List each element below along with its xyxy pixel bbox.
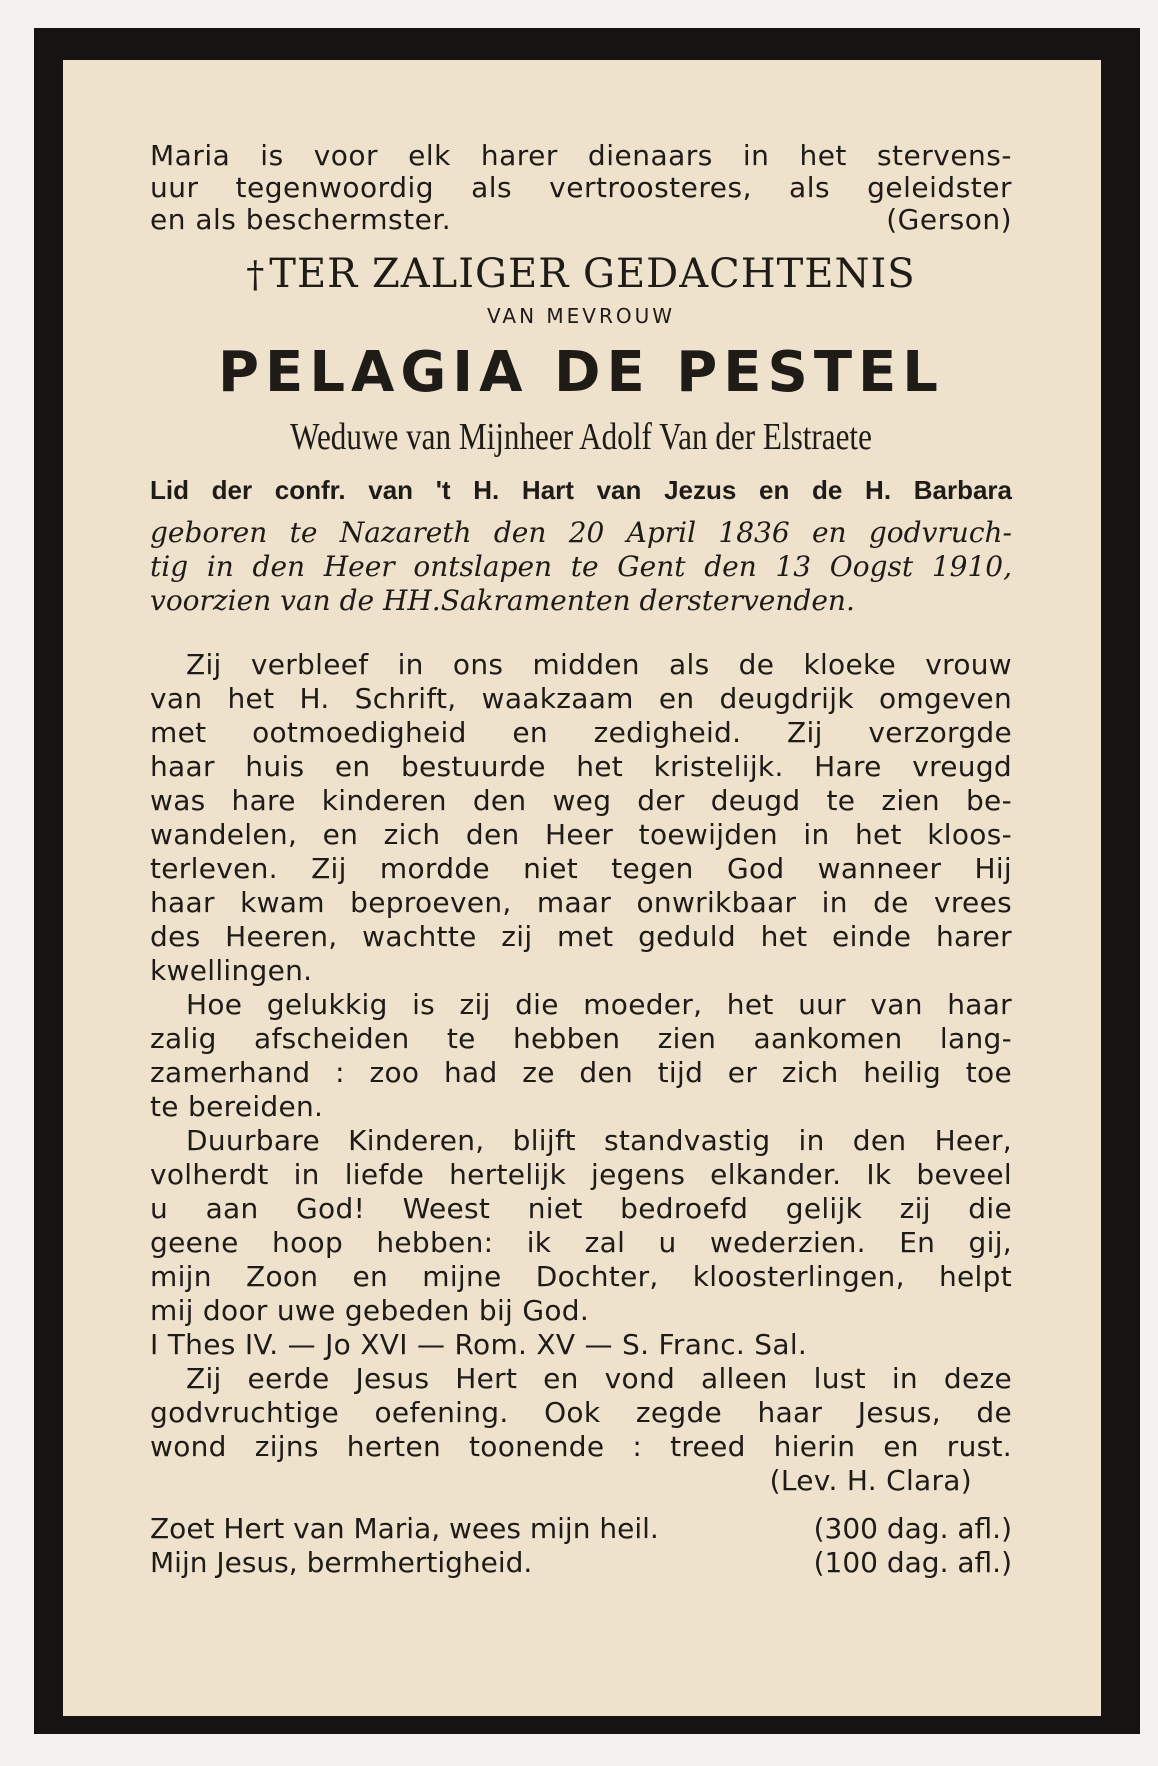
text-line: zamerhand : zoo had ze den tijd er zich heilig toe (150, 1056, 1012, 1089)
text-line: Hoe gelukkig is zij die moeder, het uur van haar (186, 988, 1012, 1021)
intro-source: (Gerson) (886, 203, 1012, 236)
birth-death-line: geboren te Nazareth den 20 April 1836 en godvruch- (150, 516, 1012, 549)
quote-source: (Lev. H. Clara) (769, 1464, 972, 1497)
text-line: met ootmoedigheid en zedigheid. Zij verzorgde (150, 716, 1012, 749)
text-line: wond zijns herten toonende : treed hierin en rust. (150, 1430, 1012, 1463)
text-line: Zij eerde Jesus Hert en vond alleen lust in deze (186, 1362, 1012, 1395)
paragraph-4 (150, 1362, 1012, 1498)
text-line: kwellingen. (150, 954, 313, 987)
prayer-indulgence: (300 dag. afl.) (813, 1512, 1012, 1545)
text-line: mij door uwe gebeden bij God. (150, 1294, 590, 1327)
scripture-references: I Thes IV. — Jo XVI — Rom. XV — S. Franc. Sal. (150, 1328, 808, 1361)
text-line: des Heeren, wachtte zij met geduld het einde harer (150, 920, 1012, 953)
text-line: terleven. Zij mordde niet tegen God wanneer Hij (150, 852, 1012, 885)
deceased-name: PELAGIA DE PESTEL (218, 340, 944, 405)
paragraph-2 (150, 988, 1012, 1124)
birth-death-line: voorzien van de HH.Sakramenten derstervenden. (150, 584, 855, 617)
text-line: geene hoop hebben: ik zal u wederzien. En gij, (150, 1226, 1012, 1259)
prayer-text: Zoet Hert van Maria, wees mijn heil. (150, 1512, 659, 1545)
text-line: Duurbare Kinderen, blijft standvastig in den Heer, (186, 1124, 1012, 1157)
intro-last-line (150, 204, 1012, 236)
paragraph-1 (150, 648, 1012, 988)
birth-death-line: tig in den Heer ontslapen te Gent den 13 Oogst 1910, (150, 550, 1012, 583)
text-line: van het H. Schrift, waakzaam en deugdrijk omgeven (150, 682, 1012, 715)
prayers (150, 1512, 1012, 1580)
widow-line: Weduwe van Mijnheer Adolf Van der Elstraete (290, 416, 872, 458)
card-content (150, 140, 1012, 1580)
text-line: te bereiden. (150, 1090, 324, 1123)
prayer-text: Mijn Jesus, bermhertigheid. (150, 1546, 533, 1579)
cross-icon: † (246, 255, 266, 296)
text-line: haar huis en bestuurde het kristelijk. Hare vreugd (150, 750, 1012, 783)
prayer-row (150, 1512, 1012, 1546)
intro-line: Maria is voor elk harer dienaars in het stervens- (150, 139, 1012, 172)
text-line: u aan God! Weest niet bedroefd gelijk zij die (150, 1192, 1012, 1225)
birth-death-block (150, 516, 1012, 618)
prayer-indulgence: (100 dag. afl.) (813, 1546, 1012, 1579)
intro-quote (150, 140, 1012, 236)
prayer-row (150, 1546, 1012, 1580)
heading-title: TER ZALIGER GEDACHTENIS (269, 251, 916, 297)
intro-line: en als beschermster. (150, 203, 452, 236)
text-line: volherdt in liefde hertelijk jegens elkander. Ik beveel (150, 1158, 1012, 1191)
eulogy-body (150, 648, 1012, 1498)
memorial-heading (150, 250, 1012, 300)
heading-subtitle: VAN MEVROUW (486, 304, 676, 328)
membership-line: Lid der confr. van 't H. Hart van Jezus en de H. Barbara (150, 475, 1012, 505)
intro-line: uur tegenwoordig als vertroosteres, als geleidster (150, 171, 1012, 204)
text-line: godvruchtige oefening. Ook zegde haar Jesus, de (150, 1396, 1012, 1429)
text-line: Zij verbleef in ons midden als de kloeke vrouw (186, 648, 1012, 681)
paragraph-3 (150, 1124, 1012, 1362)
text-line: mijn Zoon en mijne Dochter, kloosterlingen, helpt (150, 1260, 1012, 1293)
text-line: zalig afscheiden te hebben zien aankomen lang- (150, 1022, 1012, 1055)
text-line: was hare kinderen den weg der deugd te zien be- (150, 784, 1012, 817)
text-line: wandelen, en zich den Heer toewijden in het kloos- (150, 818, 1012, 851)
text-line: haar kwam beproeven, maar onwrikbaar in de vrees (150, 886, 1012, 919)
